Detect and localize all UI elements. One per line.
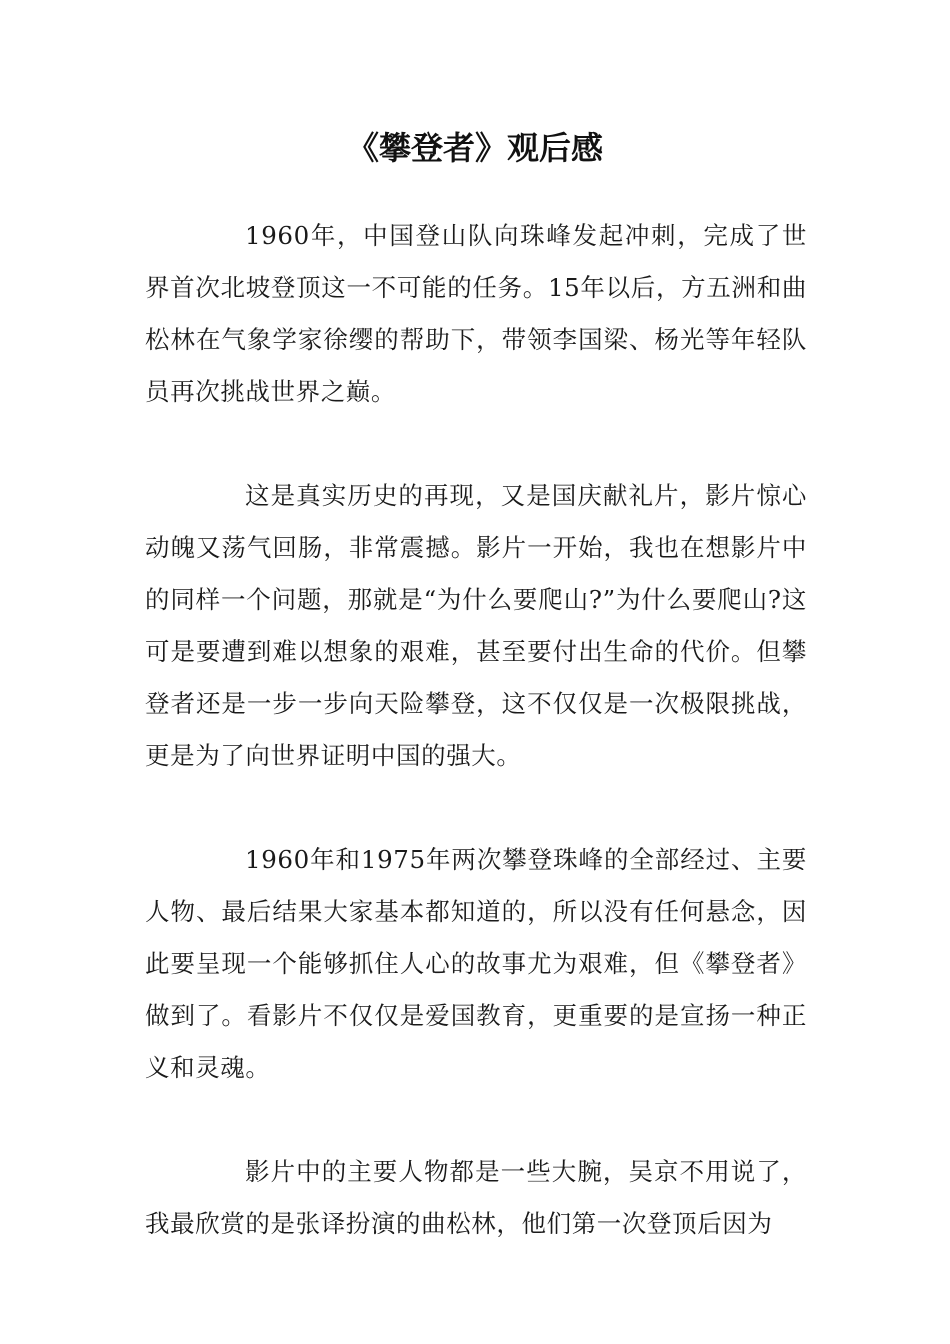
document-body [145,210,807,1302]
paragraph-2: 这是真实历史的再现，又是国庆献礼片，影片惊心动魄又荡气回肠，非常震撼。影片一开始，我也在想影片中的同样一个问题，那就是“为什么要爬山?”为什么要爬山?这可是要遭到难以想象的艰难，甚至要付出生命的代价。但攀登者还是一步一步向天险攀登，这不仅仅是一次极限挑战，更是为了向世界证明中国的强大。 [145,481,807,770]
paragraph-3: 1960年和1975年两次攀登珠峰的全部经过、主要人物、最后结果大家基本都知道的，所以没有任何悬念，因此要呈现一个能够抓住人心的故事尤为艰难，但《攀登者》做到了。看影片不仅仅是爱国教育，更重要的是宣扬一种正义和灵魂。 [145,845,807,1082]
paragraph-4: 影片中的主要人物都是一些大腕，吴京不用说了，我最欣赏的是张译扮演的曲松林，他们第一次登顶后因为 [145,1157,807,1238]
paragraph-1: 1960年，中国登山队向珠峰发起冲刺，完成了世界首次北坡登顶这一不可能的任务。15年以后，方五洲和曲松林在气象学家徐缨的帮助下，带领李国梁、杨光等年轻队员再次挑战世界之巅。 [145,221,807,406]
document-title: 《攀登者》观后感 [346,129,603,167]
